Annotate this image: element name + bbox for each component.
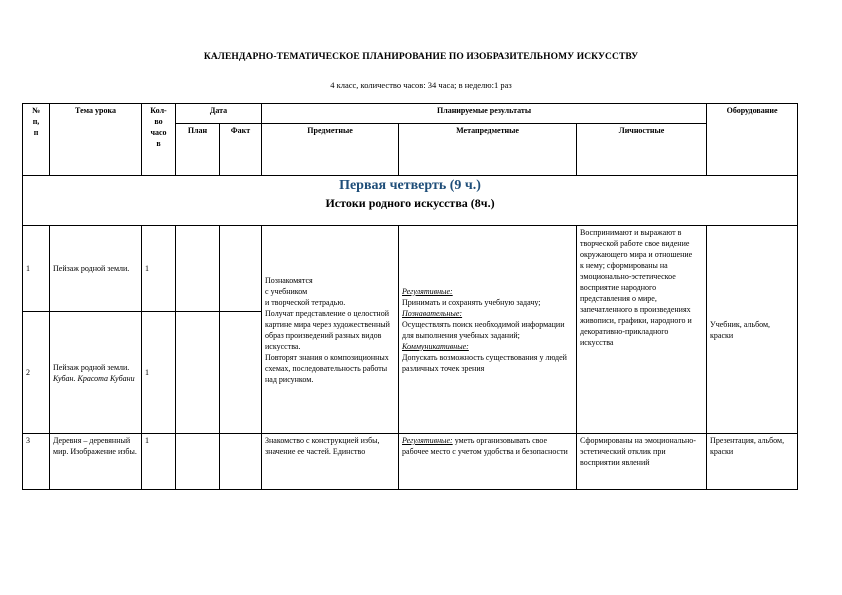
header-topic: Тема урока bbox=[50, 104, 142, 176]
row-num: 2 bbox=[23, 312, 50, 434]
row-equipment: Презентация, альбом, краски bbox=[707, 434, 798, 490]
row-meta-results bbox=[399, 434, 577, 490]
row-fact-date bbox=[220, 226, 262, 312]
row-personal-results: Сформированы на эмоционально-эстетический отклик при восприятии явлений bbox=[577, 434, 707, 490]
header-fact: Факт bbox=[220, 124, 262, 176]
meta-regulative-label: Регулятивные: bbox=[402, 286, 453, 296]
row-topic-text: Пейзаж родной земли. bbox=[53, 362, 130, 372]
table-row bbox=[23, 226, 798, 312]
row-plan-date bbox=[176, 434, 220, 490]
row-hours: 1 bbox=[142, 434, 176, 490]
shared-personal-results: Воспринимают и выражают в творческой работе свое видение окружающего мира и отношение к нему; сформированы на эмоционально-эстетическое восприятие народного представления о мире, запечатленного в произведениях живописи, графики, народного и декоративно-прикладного искусства bbox=[577, 226, 707, 434]
header-plan: План bbox=[176, 124, 220, 176]
meta-cognitive-text: Осуществлять поиск необходимой информации для выполнения учебных заданий; bbox=[402, 319, 565, 340]
row-fact-date bbox=[220, 312, 262, 434]
row-plan-date bbox=[176, 312, 220, 434]
row-topic bbox=[50, 312, 142, 434]
meta-regulative-text: Принимать и сохранять учебную задачу; bbox=[402, 297, 541, 307]
header-equipment: Оборудование bbox=[707, 104, 798, 176]
quarter-title: Первая четверть (9 ч.) bbox=[339, 178, 481, 193]
header-results: Планируемые результаты bbox=[262, 104, 707, 124]
quarter-subtitle: Истоки родного искусства (8ч.) bbox=[325, 196, 495, 210]
row-num: 3 bbox=[23, 434, 50, 490]
row-topic: Деревня – деревянный мир. Изображение избы. bbox=[50, 434, 142, 490]
row-subject-results: Знакомство с конструкцией избы, значение ее частей. Единство bbox=[262, 434, 399, 490]
table-row bbox=[23, 434, 798, 490]
row-hours: 1 bbox=[142, 312, 176, 434]
meta-regulative-label: Регулятивные: bbox=[402, 436, 453, 445]
document-subtitle: 4 класс, количество часов: 34 часа; в неделю:1 раз bbox=[330, 80, 512, 90]
meta-communicative-text: Допускать возможность существования у людей различных точек зрения bbox=[402, 352, 567, 373]
shared-subject-results: Познакомятся с учебником и творческой тетрадью. Получат представление о целостной картине мира через художественный образ произведений разных видов искусства. Повторят знания о композиционных схемах, последовательность работы над рисунком. bbox=[262, 226, 399, 434]
row-topic: Пейзаж родной земли. bbox=[50, 226, 142, 312]
row-num: 1 bbox=[23, 226, 50, 312]
meta-cognitive-label: Познавательные: bbox=[402, 308, 463, 318]
meta-communicative-label: Коммуникативные: bbox=[402, 341, 469, 351]
header-date: Дата bbox=[176, 104, 262, 124]
header-hours: Кол- во часо в bbox=[142, 104, 176, 176]
row-hours: 1 bbox=[142, 226, 176, 312]
row-plan-date bbox=[176, 226, 220, 312]
row-topic-italic: Кубан. Красота Кубани bbox=[53, 373, 135, 383]
shared-meta-results bbox=[399, 226, 577, 434]
quarter-row bbox=[23, 176, 798, 226]
row-fact-date bbox=[220, 434, 262, 490]
planning-table bbox=[22, 103, 798, 490]
meta-regulative-text: уметь организовывать свое рабочее место с учетом удобства и безопасности bbox=[402, 436, 568, 456]
header-personal: Личностные bbox=[577, 124, 707, 176]
header-subject: Предметные bbox=[262, 124, 399, 176]
header-meta: Метапредметные bbox=[399, 124, 577, 176]
document-title: КАЛЕНДАРНО-ТЕМАТИЧЕСКОЕ ПЛАНИРОВАНИЕ ПО ИЗОБРАЗИТЕЛЬНОМУ ИСКУССТВУ bbox=[203, 52, 639, 62]
shared-equipment: Учебник, альбом, краски bbox=[707, 226, 798, 434]
header-num: № п, п bbox=[23, 104, 50, 176]
